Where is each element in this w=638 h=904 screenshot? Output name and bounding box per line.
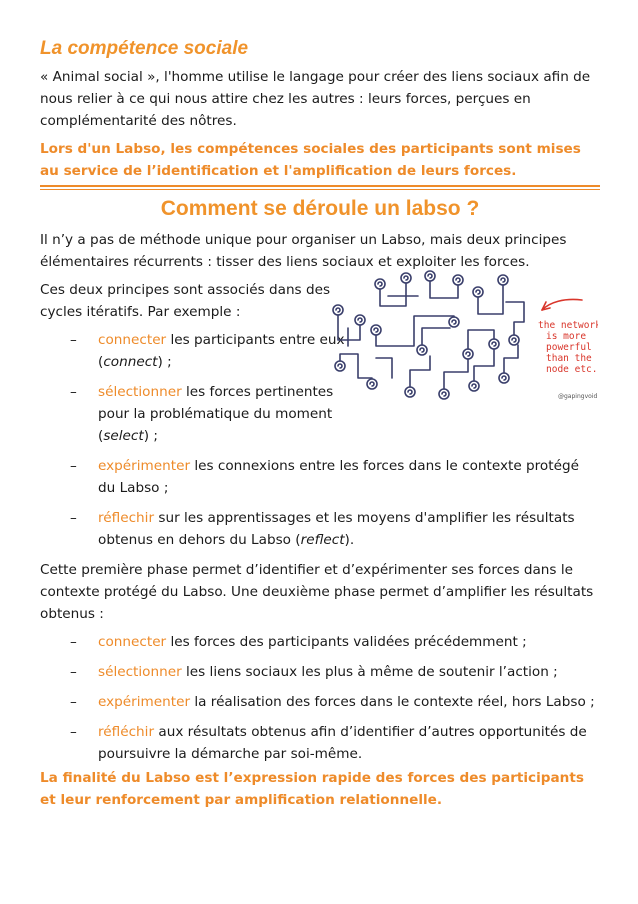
list-text: les forces pertinentes pour la problématique du moment ( [98,384,334,444]
phase-two-intro: Cette première phase permet d’identifier et d’expérimenter ses forces dans le contexte protégé du Labso. Une deuxième phase permet d’amplifier les résultats obtenus : [40,562,594,622]
list-text-end: ) ; [143,428,158,444]
list-text: aux résultats obtenus afin d’identifier d’autres opportunités de poursuivre la démarche par soi-même. [98,724,587,762]
list-text-end: ) ; [157,354,172,370]
list-keyword: expérimenter [98,694,191,710]
list-italic: reflect [300,532,345,548]
annotation-line: than the [546,353,592,364]
list-item [40,381,358,447]
highlight-paragraph: Lors d'un Labso, les compétences sociales des participants sont mises au service de l’identification et l'amplification de leurs forces. [40,141,581,179]
list-text: les forces des participants validées précédemment ; [166,634,527,650]
list-italic: connect [103,354,158,370]
list-text: la réalisation des forces dans le contexte réel, hors Labso ; [190,694,595,710]
list-keyword: réfléchir [98,724,155,740]
network-sketch-illustration [318,258,598,410]
list-item [40,661,600,683]
section-divider-thin [40,189,600,190]
annotation-text [538,320,598,375]
list-keyword: connecter [98,332,167,348]
list-item [40,455,600,499]
annotation-line: the network [538,320,598,331]
annotation-line: powerful [546,342,592,353]
page-title: La compétence sociale [40,38,249,59]
section-divider [40,185,600,187]
spiral-node [333,271,519,399]
list-text: les liens sociaux les plus à même de soutenir l’action ; [181,664,558,680]
list-text: les participants entre eux ( [98,332,345,370]
annotation-line: is more [546,331,587,342]
list-keyword: connecter [98,634,167,650]
list-keyword: réflechir [98,510,155,526]
list-keyword: expérimenter [98,458,191,474]
list-text-end: ). [344,532,355,548]
list-italic: select [103,428,144,444]
conclusion-paragraph: La finalité du Labso est l’expression rapide des forces des participants et leur renforcement par amplification relationnelle. [40,770,584,808]
list-item [40,507,600,551]
section-intro: Il n’y a pas de méthode unique pour organiser un Labso, mais deux principes élémentaires récurrents : tisser des liens sociaux et exploiter les forces. [40,232,567,270]
list-item [40,721,600,765]
annotation-line: node etc. [546,364,598,375]
list-item [40,631,600,653]
intro-paragraph: « Animal social », l'homme utilise le langage pour créer des liens sociaux afin de nous relier à ce qui nous attire chez les autres : leurs forces, perçues en complémentarité des nôtres. [40,69,591,129]
list-item [40,691,600,713]
artist-signature: @gapingvoid [558,393,598,400]
list-keyword: sélectionner [98,664,182,680]
cycle-two-list [40,631,600,765]
list-keyword: sélectionner [98,384,182,400]
cycle-intro: Ces deux principes sont associés dans des cycles itératifs. Par exemple : [40,282,331,320]
list-text: sur les apprentissages et les moyens d'amplifier les résultats obtenus en dehors du Labso ( [98,510,575,548]
network-sketch-icon [318,258,598,410]
section-heading: Comment se déroule un labso ? [160,197,480,220]
document-page [40,36,600,811]
list-text: les connexions entre les forces dans le contexte protégé du Labso ; [98,458,579,496]
